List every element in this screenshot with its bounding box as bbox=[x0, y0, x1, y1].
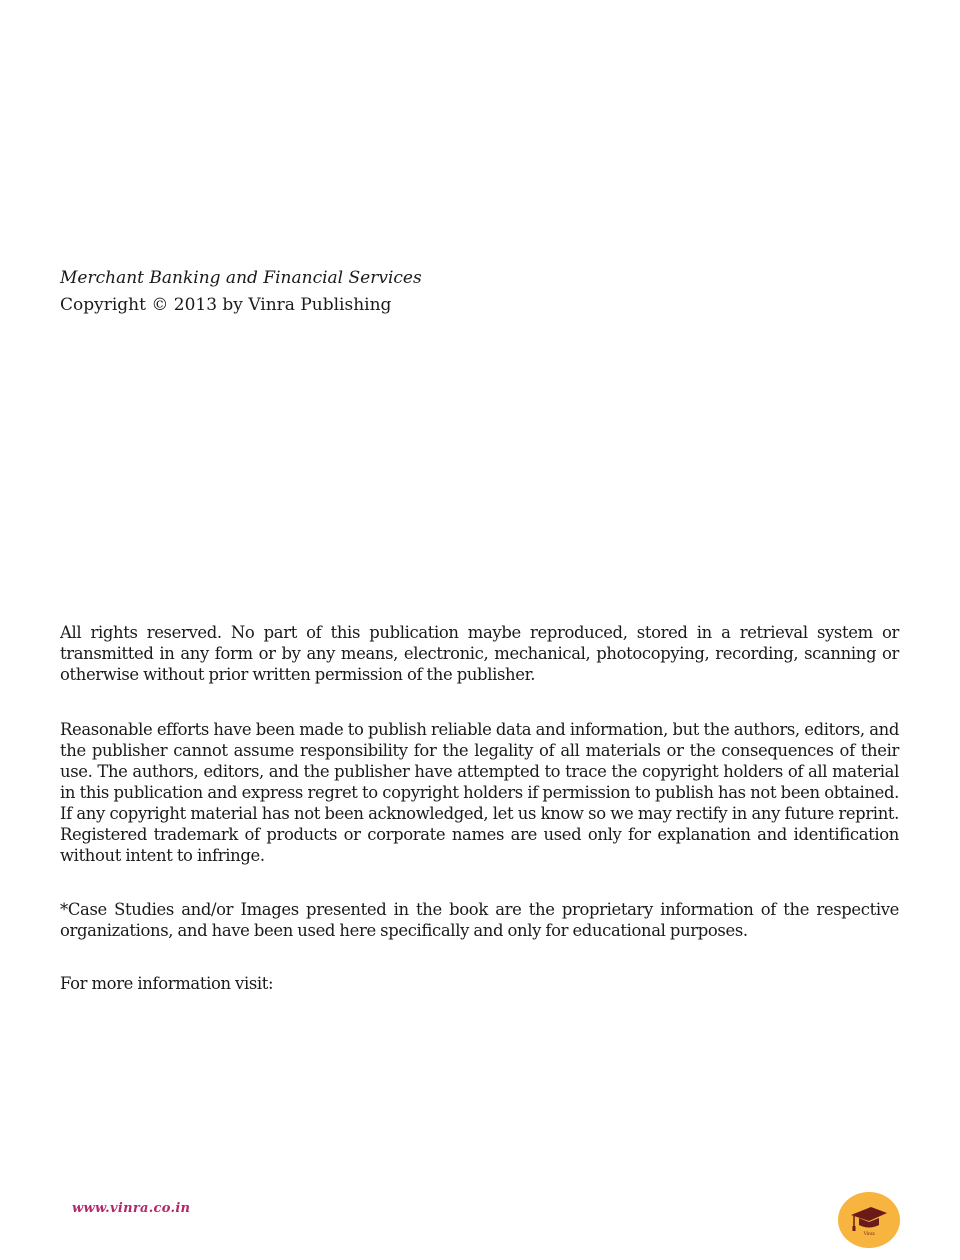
disclaimer-paragraph: Reasonable efforts have been made to publish reliable data and information, but the authors, editors, and the publisher cannot assume responsibility for the legality of all materials or the consequences of their use. The authors, editors, and the publisher have attempted to trace the copyright holders of all material in this publication and express regret to copyright holders if permission to publish has not been obtained. If any copyright material has not been acknowledged, let us know so we may rectify in any future reprint. Registered trademark of products or corporate names are used only for explanation and identification without intent to infringe. bbox=[60, 720, 899, 866]
graduation-cap-icon bbox=[849, 1203, 889, 1237]
book-title: Merchant Banking and Financial Services bbox=[60, 268, 422, 288]
case-studies-paragraph: *Case Studies and/or Images presented in the book are the proprietary information of the respective organizations, and have been used here specifically and only for educational purposes. bbox=[60, 900, 899, 941]
rights-paragraph: All rights reserved. No part of this publication maybe reproduced, stored in a retrieval system or transmitted in any form or by any means, electronic, mechanical, photocopying, recording, scanning or otherwise without prior written permission of the publisher. bbox=[60, 623, 899, 685]
vinra-logo bbox=[838, 1192, 900, 1248]
more-info-text: For more information visit: bbox=[60, 974, 274, 994]
copyright-line: Copyright © 2013 by Vinra Publishing bbox=[60, 295, 392, 315]
website-link[interactable]: www.vinra.co.in bbox=[72, 1201, 191, 1216]
svg-text:Vinra: Vinra bbox=[863, 1232, 875, 1237]
title-block bbox=[60, 265, 422, 319]
